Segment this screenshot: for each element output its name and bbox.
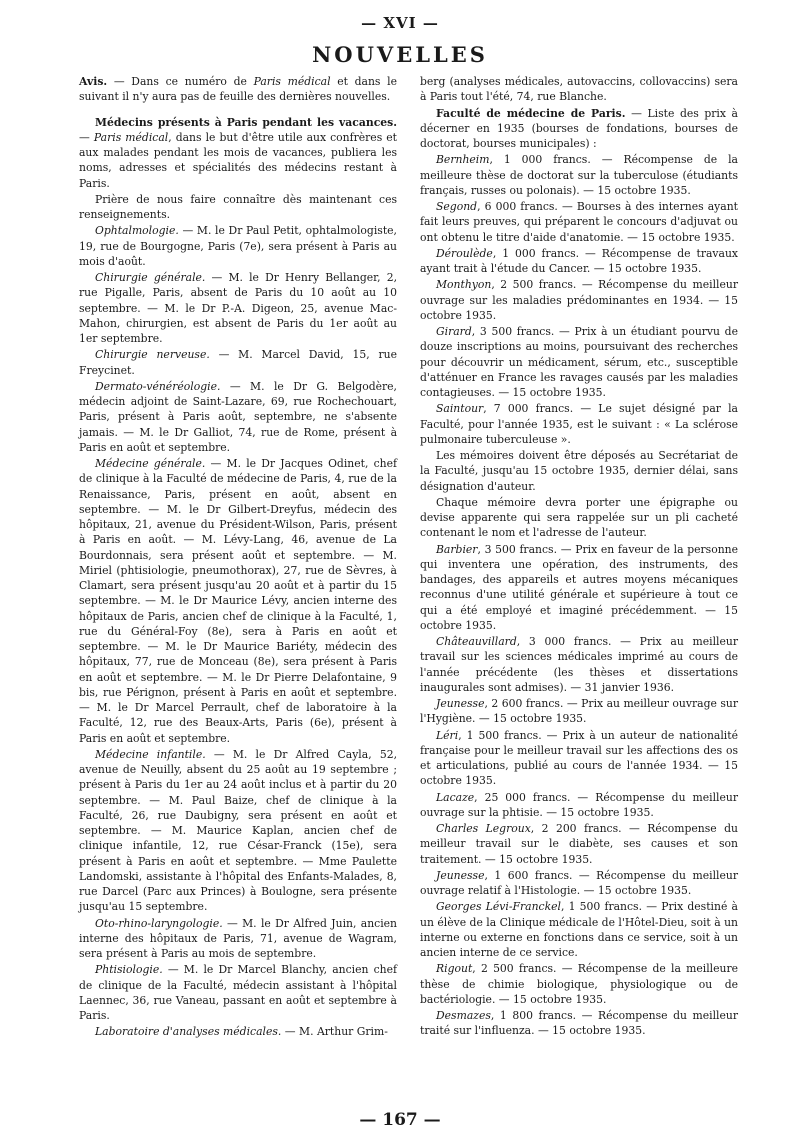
paragraph — [420, 324, 738, 400]
text-run: , 2 600 francs. — Prix au meilleur ouvrage sur l'Hygiène. — 15 octobre 1935. — [420, 697, 738, 726]
text-run: — M. Marcel David, 15, rue Freycinet. — [79, 348, 397, 377]
left-column — [79, 74, 397, 1041]
text-run: , 2 500 francs. — Récompense de la meilleure thèse de chimie biologique, physiologique ou de bactériologie. — 15 octobre 1935. — [420, 962, 738, 1006]
paragraph — [420, 961, 738, 1007]
paragraph — [79, 962, 397, 1023]
paragraph — [420, 821, 738, 867]
paragraph — [420, 401, 738, 447]
paragraph — [79, 74, 397, 105]
text-run: — M. le Dr Henry Bellanger, 2, rue Pigalle, Paris, absent de Paris du 10 août au 10 septembre. — M. le Dr P.-A. Digeon, 25, avenue Mac-Mahon, chirurgien, est absent de Paris du 1er août au 1er septembre. — [79, 271, 397, 345]
text-run: — M. le Dr Paul Petit, ophtalmologiste, 19, rue de Bourgogne, Paris (7e), sera présent à Paris au mois d'août. — [79, 224, 397, 268]
paragraph — [420, 448, 738, 494]
paragraph — [420, 790, 738, 821]
italic-heading: Segond — [436, 200, 478, 213]
page-folio-top: — XVI — — [361, 14, 439, 32]
paragraph — [420, 634, 738, 695]
text-run: — M. le Dr Marcel Blanchy, ancien chef de clinique de la Faculté, médecin assistant à l'hôpital Laennec, 36, rue Vaneau, passant en août et septembre à Paris. — [79, 963, 397, 1022]
paragraph — [420, 199, 738, 245]
italic-heading: Médecine infantile. — [95, 747, 206, 761]
paragraph — [420, 106, 738, 152]
italic-heading: Paris médical — [253, 75, 331, 88]
paragraph — [79, 1024, 397, 1039]
italic-heading: Chirurgie nerveuse. — [95, 348, 210, 362]
italic-heading: Chirurgie générale. — [95, 271, 206, 284]
paragraph — [420, 152, 738, 198]
text-run: , 1 600 francs. — Récompense du meilleur ouvrage relatif à l'Histologie. — 15 octobre 1935. — [420, 868, 738, 897]
text-run: , 1 500 francs. — Prix destiné à un élève de la Clinique médicale de l'Hôtel-Dieu, soit à un interne ou externe en fonctions dans ce service, soit à un ancien interne de ce service. — [420, 900, 738, 959]
paragraph — [79, 456, 397, 746]
text-run: — M. le Dr Alfred Juin, ancien interne des hôpitaux de Paris, 71, avenue de Wagram, sera présent à Paris au mois de septembre. — [79, 916, 397, 960]
italic-heading: Georges Lévi-Franckel — [436, 900, 561, 914]
italic-heading: Châteauvillard — [436, 635, 517, 648]
bold-heading: Médecins présents à Paris pendant les vacances. — [95, 115, 397, 129]
text-run: , dans le but d'être utile aux confrères et aux malades pendant les mois de vacances, publiera les noms, adresses et spécialités des médecins restant à Paris. — [79, 130, 398, 190]
text-run: — — [79, 130, 94, 144]
italic-heading: Paris médical — [93, 130, 169, 144]
italic-heading: Ophtalmologie. — [95, 224, 179, 238]
paragraph — [420, 246, 738, 277]
italic-heading: Jeunesse — [436, 868, 485, 882]
italic-heading: Phtisiologie. — [95, 963, 163, 977]
text-run: et dans le suivant il n'y aura pas de feuille des dernières nouvelles. — [79, 75, 397, 104]
bold-heading: Avis. — [79, 75, 108, 88]
italic-heading: Saintour — [436, 402, 484, 416]
italic-heading: Bernheim — [436, 153, 490, 167]
italic-heading: Jeunesse — [436, 697, 485, 710]
italic-heading: Médecine générale. — [95, 457, 206, 470]
italic-heading: Barbier — [436, 542, 478, 556]
paragraph — [420, 495, 738, 541]
paragraph — [79, 916, 397, 962]
text-run: , 6 000 francs. — Bourses à des internes ayant fait leurs preuves, qui préparent le concours d'adjuvat ou ont obtenu le titre d'aide d'anatomie. — 15 octobre 1935. — [420, 200, 738, 244]
italic-heading: Dermato-vénéréologie. — [95, 379, 221, 393]
text-run: , 2 500 francs. — Récompense du meilleur ouvrage sur les maladies prédominantes en 1934. — 15 octobre 1935. — [420, 278, 738, 322]
text-run: Prière de nous faire connaître dès maintenant ces renseignements. — [79, 192, 397, 221]
paragraph — [420, 1008, 738, 1039]
italic-heading: Lacaze — [436, 790, 475, 804]
right-column — [420, 74, 738, 1040]
text-run: , 1 800 francs. — Récompense du meilleur traité sur l'influenza. — 15 octobre 1935. — [420, 1009, 738, 1038]
text-run: — Dans ce numéro de — [107, 75, 254, 88]
text-run: Chaque mémoire devra porter une épigraphe ou devise apparente qui sera rappelée sur un pli cacheté contenant le nom et l'adresse de l'auteur. — [420, 495, 738, 540]
text-run: , 7 000 francs. — Le sujet désigné par la Faculté, pour l'année 1935, est le suivant : « La sclérose pulmonaire tuberculeuse ». — [420, 402, 738, 446]
text-run: , 3 000 francs. — Prix au meilleur travail sur les sciences médicales imprimé au cours de l'année précédente (les thèses et dissertations inaugurales sont admises). — 31 janvier 1936. — [420, 635, 738, 694]
text-run: , 2 200 francs. — Récompense du meilleur travail sur le diabète, ses causes et son traitement. — 15 octobre 1935. — [420, 822, 738, 866]
paragraph — [420, 696, 738, 727]
paragraph — [420, 868, 738, 899]
paragraph — [420, 728, 738, 789]
page-number: — 167 — — [359, 1110, 441, 1130]
text-run: , 1 000 francs. — Récompense de la meilleure thèse de doctorat sur la tuberculose (étudiants français, russes ou polonais). — 15 octobre 1935. — [420, 153, 738, 197]
text-run: — M. Arthur Grim- — [281, 1025, 388, 1039]
text-run: — M. le Dr G. Belgodère, médecin adjoint de Saint-Lazare, 69, rue Rochechouart, Paris, présent à Paris août, septembre, ne s'absente jamais. — M. le Dr Galliot, 74, rue de Rome, présent à Paris en août et septembre. — [79, 379, 397, 454]
italic-heading: Rigout — [436, 962, 473, 976]
italic-heading: Laboratoire d'analyses médicales. — [95, 1025, 282, 1039]
italic-heading: Léri — [436, 728, 459, 742]
italic-heading: Déroulède — [436, 246, 493, 260]
text-run: , 1 000 francs. — Récompense de travaux ayant trait à l'étude du Cancer. — 15 octobre 1935. — [420, 246, 738, 275]
italic-heading: Girard — [436, 325, 472, 338]
text-run: , 3 500 francs. — Prix à un étudiant pourvu de douze inscriptions au moins, poursuivant des recherches pour découvrir un médicament, sérum, etc., susceptible d'atténuer en France les ravages causés par les maladies contagieuses. — 15 octobre 1935. — [420, 325, 738, 399]
text-run: Les mémoires doivent être déposés au Secrétariat de la Faculté, jusqu'au 15 octobre 1935, dernier délai, sans désignation d'auteur. — [420, 449, 738, 493]
text-run: , 3 500 francs. — Prix en faveur de la personne qui inventera une opération, des instruments, des bandages, des appareils et autres moyens mécaniques reconnus d'une utilité générale et supérieure à tout ce qui a été employé et imaginé précédemment. — 15 octobre 1935. — [420, 542, 738, 632]
paragraph — [420, 542, 738, 634]
italic-heading: Charles Legroux — [436, 822, 531, 835]
paragraph — [420, 899, 738, 960]
italic-heading: Desmazes — [436, 1009, 491, 1022]
paragraph — [79, 270, 397, 346]
text-run: — M. le Dr Jacques Odinet, chef de clinique à la Faculté de médecine de Paris, 4, rue de la Renaissance, Paris, présent en août, absent en septembre. — M. le Dr Gilbert-Dreyfus, médecin des hôpitaux, 21, avenue du Président-Wilson, Paris, présent à Paris en août. — M. Lévy-Lang, 46, avenue de La Bourdonnais, sera présent août et septembre. — M. Miriel (phtisiologie, pneumothorax), 27, rue de Sèvres, à Clamart, sera présent jusqu'au 20 août et à partir du 15 septembre. — M. le Dr Maurice Lévy, ancien interne des hôpitaux de Paris, ancien chef de clinique à la Faculté, 1, rue du Général-Foy (8e), sera à Paris en août et septembre. — M. le Dr Maurice Bariéty, médecin des hôpitaux, 77, rue de Monceau (8e), sera présent à Paris en août et septembre. — M. le Dr Pierre Delafontaine, 9 bis, rue Pérignon, présent à Paris en août et septembre. — M. le Dr Marcel Perrault, chef de laboratoire à la Faculté, 12, rue des Beaux-Arts, Paris (6e), présent à Paris en août et septembre. — [79, 457, 397, 745]
paragraph — [79, 379, 397, 455]
text-run: , 25 000 francs. — Récompense du meilleur ouvrage sur la phtisie. — 15 octobre 1935. — [420, 790, 738, 819]
text-run: , 1 500 francs. — Prix à un auteur de nationalité française pour le meilleur travail sur les affections des os et articulations, publié au cours de l'année 1934. — 15 octobre 1935. — [420, 728, 738, 788]
paragraph — [79, 223, 397, 269]
paragraph — [420, 277, 738, 323]
text-run: berg (analyses médicales, autovaccins, collovaccins) sera à Paris tout l'été, 74, rue Blanche. — [420, 75, 738, 104]
bold-heading: Faculté de médecine de Paris. — [436, 106, 626, 120]
paragraph — [79, 747, 397, 915]
page-title: NOUVELLES — [312, 42, 488, 67]
paragraph — [79, 347, 397, 378]
text-run: — M. le Dr Alfred Cayla, 52, avenue de Neuilly, absent du 25 août au 19 septembre ; présent à Paris du 1er au 24 août inclus et à partir du 20 septembre. — M. Paul Baize, chef de clinique à la Faculté, 26, rue Daubigny, sera présent en août et septembre. — M. Maurice Kaplan, ancien chef de clinique infantile, 12, rue César-Franck (15e), sera présent à Paris en août et septembre. — Mme Paulette Landomski, assistante à l'hôpital des Enfants-Malades, 8, rue Darcel (Parc aux Princes) à Boulogne, sera présente jusqu'au 15 septembre. — [79, 747, 397, 914]
text-run: — Liste des prix à décerner en 1935 (bourses de fondations, bourses de doctorat, bourses municipales) : — [420, 106, 738, 150]
paragraph — [79, 192, 397, 223]
paragraph — [79, 115, 397, 191]
paragraph — [420, 74, 738, 105]
italic-heading: Monthyon — [436, 278, 492, 292]
italic-heading: Oto-rhino-laryngologie. — [95, 916, 223, 930]
